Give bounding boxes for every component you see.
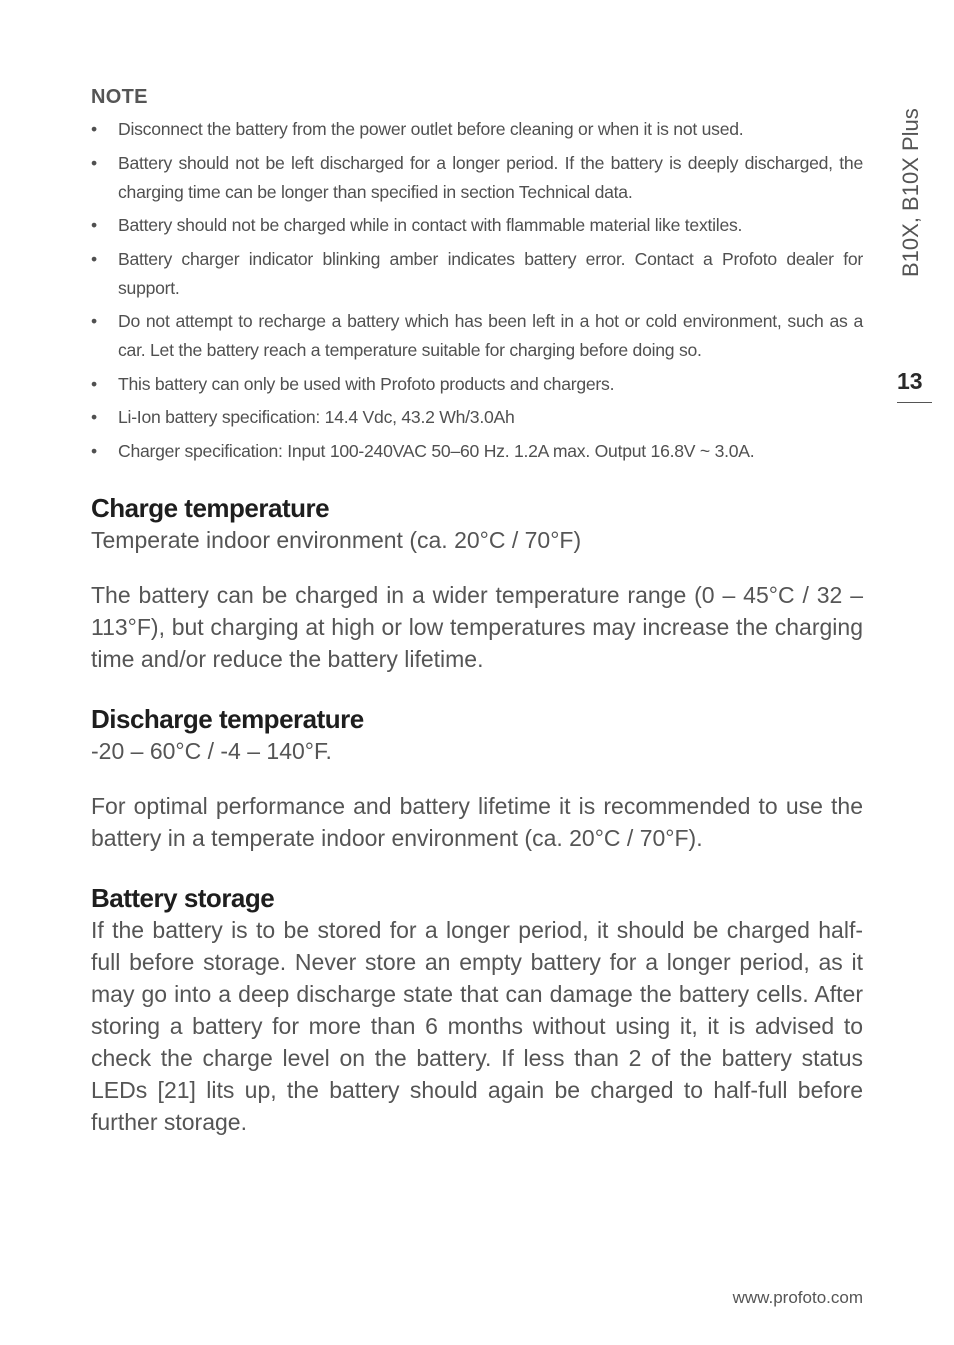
note-text: Battery should not be left discharged for a longer period. If the battery is deeply discharged, the charging time can be longer than specified in section Technical data. — [118, 152, 863, 202]
footer-url[interactable]: www.profoto.com — [732, 1288, 863, 1307]
battery-storage-heading: Battery storage — [91, 882, 275, 913]
note-text: Battery charger indicator blinking amber indicates battery error. Contact a Profoto dealer for support. — [118, 248, 863, 298]
note-text: Li-Ion battery specification: 14.4 Vdc, 43.2 Wh/3.0Ah — [118, 407, 515, 427]
note-list — [91, 115, 863, 466]
note-text: Charger specification: Input 100-240VAC 50–60 Hz. 1.2A max. Output 16.8V ~ 3.0A. — [118, 440, 755, 461]
list-item — [91, 437, 863, 466]
charge-temperature-section — [91, 492, 863, 675]
note-text: Battery should not be charged while in contact with flammable material like textiles. — [118, 215, 743, 235]
discharge-temperature-heading: Discharge temperature — [91, 703, 364, 734]
charge-temperature-heading: Charge temperature — [91, 492, 330, 523]
note-text: Do not attempt to recharge a battery which has been left in a hot or cold environment, such as a car. Let the battery reach a temperature suitable for charging before doing so. — [118, 311, 863, 360]
list-item — [91, 211, 863, 240]
charge-temperature-body: The battery can be charged in a wider temperature range (0 – 45°C / 32 – 113°F), but charging at high or low temperatures may increase the charging time and/or reduce the battery lifetime. — [91, 581, 863, 672]
bullet-icon: • — [91, 440, 97, 461]
product-title: B10X, B10X Plus — [898, 108, 923, 277]
note-title: NOTE — [91, 86, 148, 108]
bullet-icon: • — [91, 152, 97, 173]
discharge-temperature-body: For optimal performance and battery lifetime it is recommended to use the battery in a temperate indoor environment (ca. 20°C / 70°F). — [91, 792, 863, 851]
battery-storage-body: If the battery is to be stored for a longer period, it should be charged half-full before storage. Never store an empty battery for a longer period, as it may go into a deep discharge state that can damage the battery cells. After storing a battery for more than 6 months without using it, it is advised to check the charge level on the battery. If less than 2 of the battery status LEDs [21] lits up, the battery should again be charged to half-full before further storage. — [91, 916, 863, 1135]
bullet-icon: • — [91, 407, 97, 427]
bullet-icon: • — [91, 373, 97, 394]
list-item — [91, 149, 863, 207]
note-text: Disconnect the battery from the power outlet before cleaning or when it is not used. — [118, 119, 744, 139]
bullet-icon: • — [91, 311, 97, 331]
list-item — [91, 307, 863, 365]
discharge-temperature-section — [91, 703, 863, 854]
battery-storage-section — [91, 882, 863, 1138]
page-content — [91, 86, 863, 1138]
discharge-temperature-subtitle: -20 – 60°C / -4 – 140°F. — [91, 737, 332, 764]
page-number: 13 — [897, 368, 932, 403]
list-item — [91, 370, 863, 399]
bullet-icon: • — [91, 248, 97, 269]
note-text: This battery can only be used with Profoto products and chargers. — [118, 373, 615, 394]
list-item — [91, 115, 863, 144]
charge-temperature-subtitle: Temperate indoor environment (ca. 20°C / 70°F) — [91, 526, 582, 553]
list-item — [91, 403, 863, 432]
list-item — [91, 245, 863, 303]
bullet-icon: • — [91, 215, 97, 235]
bullet-icon: • — [91, 119, 97, 139]
